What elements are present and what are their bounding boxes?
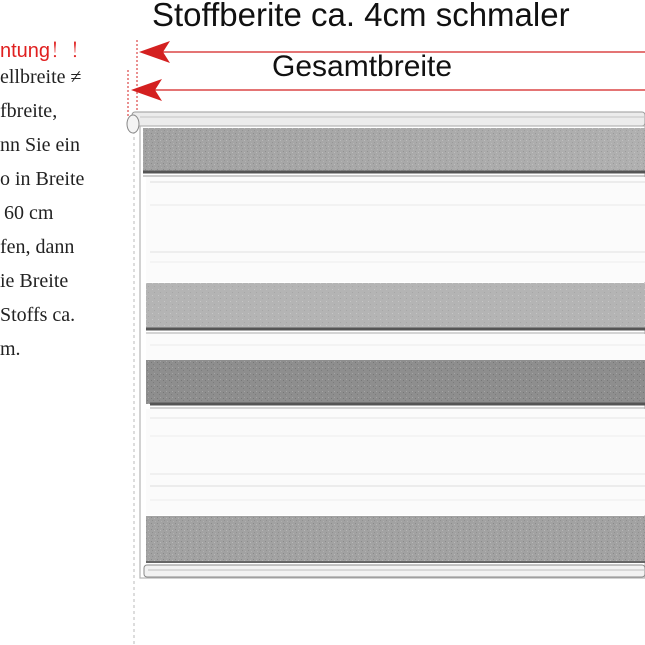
rail-end-cap (127, 115, 139, 133)
warning-line: fbreite, (0, 100, 58, 122)
sheer-stripe (146, 334, 645, 360)
sheer-stripe (146, 177, 645, 282)
fabric-width-label: Stoffberite ca. 4cm schmaler (152, 0, 570, 33)
total-width-label: Gesamtbreite (272, 50, 453, 83)
warning-line: Stoffs ca. (0, 304, 76, 326)
opaque-stripe (146, 516, 645, 562)
warning-line: fen, dann (0, 236, 75, 258)
warning-line: 60 cm (4, 202, 54, 224)
opaque-stripe (146, 283, 645, 329)
warning-line: o in Breite (0, 168, 85, 190)
warning-line: nn Sie ein (0, 134, 80, 156)
head-rail (132, 112, 645, 126)
sheer-stripe (146, 409, 645, 515)
warning-line: ellbreite ≠ (0, 66, 82, 88)
bottom-rail (144, 565, 645, 577)
warning-title: ntung！！ (0, 40, 91, 62)
opaque-stripe (146, 360, 645, 404)
warning-line: ie Breite (0, 270, 69, 292)
warning-line: m. (0, 338, 21, 360)
